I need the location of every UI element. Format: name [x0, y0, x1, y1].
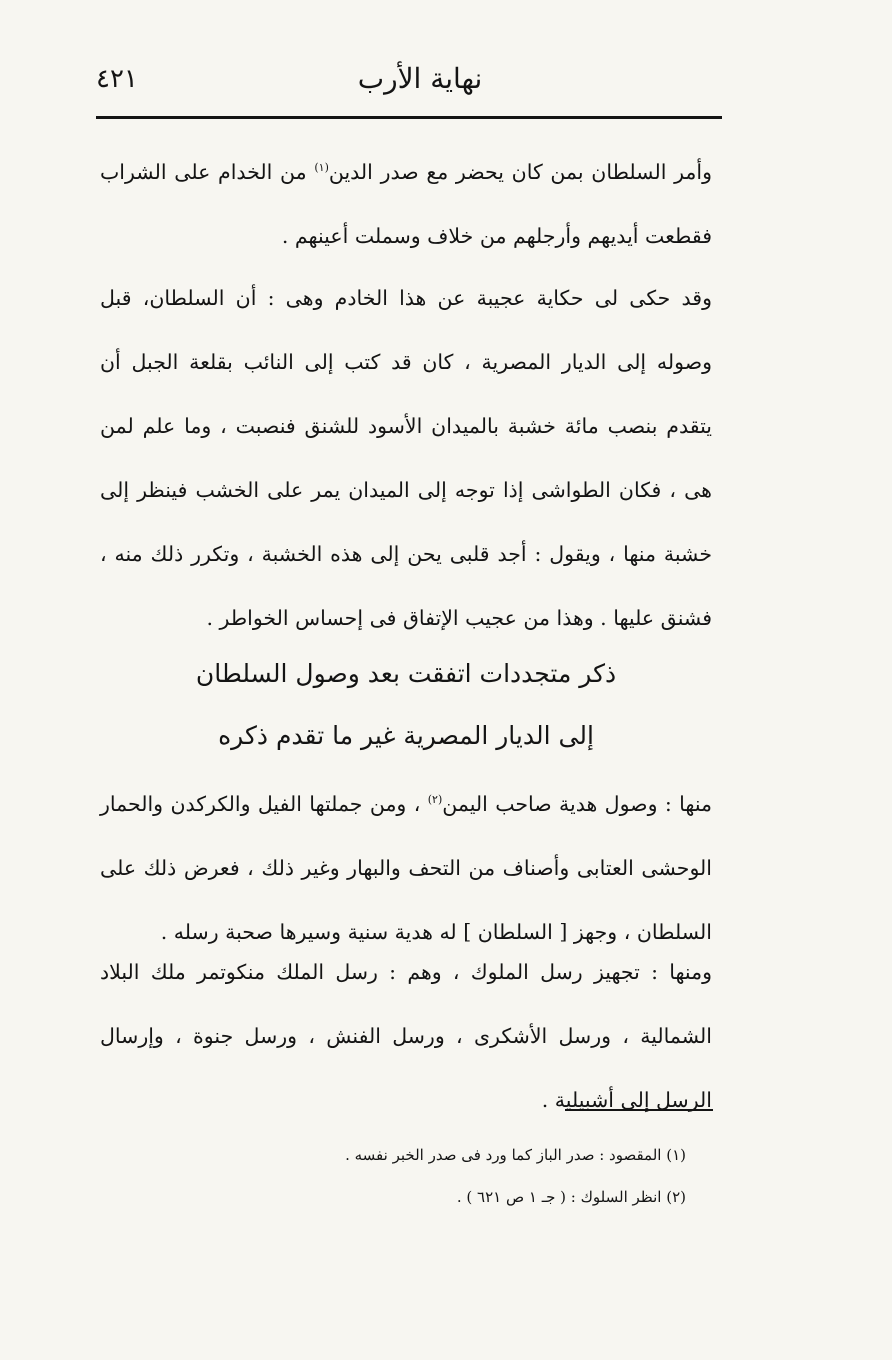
paragraph-2-text: وقد حكى لى حكاية عجيبة عن هذا الخادم وهى : أن السلطان، قبل وصوله إلى الديار المصرية ، كان قد كتب إلى النائب بقلعة الجبل أن يتقدم بنصب مائة خشبة بالميدان الأسود للشنق فنصبت ، وما علم لمن هى ، فكان الطواشى إذا توجه إلى الميدان يمر على الخشب فينظر إلى خشبة منها ، ويقول : أجد قلبى يحن إلى هذه الخشبة ، وتكرر ذلك منه ، فشنق عليها . وهذا من عجيب الإتفاق فى إحساس الخواطر . — [100, 286, 712, 630]
paragraph-3-text-a: منها : وصول هدية صاحب اليمن — [442, 792, 712, 816]
section-heading-line-2: إلى الديار المصرية غير ما تقدم ذكره — [218, 721, 594, 750]
paragraph-4-text: ومنها : تجهيز رسل الملوك ، وهم : رسل الملك منكوتمر ملك البلاد الشمالية ، ورسل الأشكرى ، ورسل الفنش ، ورسل جنوة ، وإرسال الرسل إلى أشبيلية . — [100, 960, 712, 1112]
section-heading-line-1: ذكر متجددات اتفقت بعد وصول السلطان — [195, 659, 617, 688]
paragraph-3-text-b: ، ومن جملتها الفيل والكركدن والحمار الوحشى العتابى وأصناف من التحف والبهار وغير ذلك ، فعرض ذلك على السلطان ، وجهز [ السلطان ] له هدية سنية وسيرها صحبة رسله . — [100, 792, 712, 944]
paragraph-1-text-a: وأمر السلطان بمن كان يحضر مع صدر الدين — [328, 160, 712, 184]
footnote-ref-2: (٢) — [427, 793, 443, 807]
header-rule — [96, 116, 722, 119]
running-title: نهاية الأرب — [357, 62, 483, 95]
footnote-rule — [565, 1109, 713, 1111]
footnote-ref-1: (١) — [314, 161, 329, 175]
paragraph-1-text-b: من الخدام على الشراب فقطعت أيديهم وأرجلهم من خلاف وسملت أعينهم . — [100, 160, 712, 248]
footnotes — [250, 1134, 686, 1218]
paragraph-4 — [100, 940, 712, 1132]
paragraph-3 — [100, 772, 712, 964]
paragraph-2 — [100, 266, 712, 650]
footnote-1: (١) المقصود : صدر الباز كما ورد فى صدر الخبر نفسه . — [345, 1146, 686, 1164]
paragraph-1 — [100, 140, 712, 268]
page-number: ٤٢١ — [96, 64, 138, 94]
footnote-2: (٢) انظر السلوك : ( جـ ١ ص ٦٢١ ) . — [456, 1188, 686, 1206]
